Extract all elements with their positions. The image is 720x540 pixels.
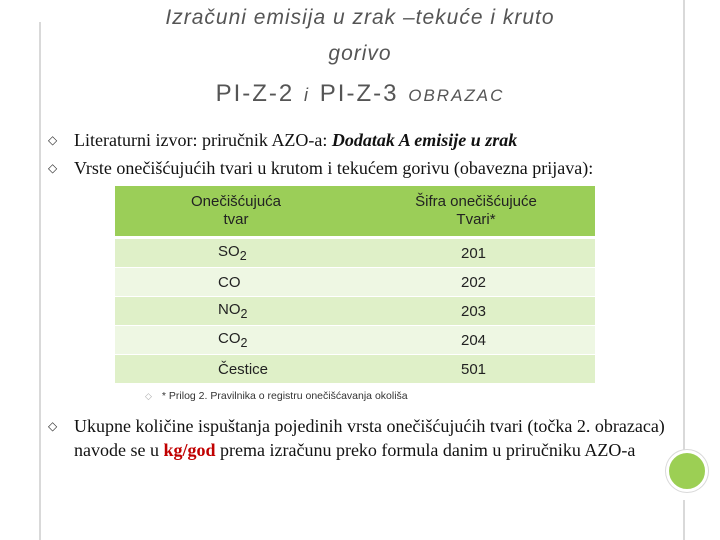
pollutant-name-cell: CO bbox=[115, 268, 357, 297]
pollutant-code-cell: 204 bbox=[357, 326, 595, 355]
hollow-diamond-bullet-icon: ◇ bbox=[48, 419, 58, 433]
table-row bbox=[115, 297, 595, 326]
pollutant-name-cell: Čestice bbox=[115, 355, 357, 384]
bullet-source-bold: Dodatak A emisije u zrak bbox=[331, 130, 518, 150]
right-decor-line bbox=[683, 0, 685, 450]
unit-highlight: kg/god bbox=[163, 440, 216, 460]
bullet-quantities-before: Ukupne količine ispuštanja pojedinih vrsta onečišćujućih tvari (točka 2. obrazaca) navode se u bbox=[74, 416, 665, 460]
bullet-quantities-after: prema izračunu preko formula danim u priručniku AZO-a bbox=[215, 440, 636, 460]
slide-title bbox=[50, 2, 670, 108]
table-row bbox=[115, 238, 595, 268]
right-decor-line-lower bbox=[683, 500, 685, 540]
hollow-diamond-bullet-icon: ◇ bbox=[145, 390, 152, 401]
pollutant-table bbox=[115, 186, 595, 384]
bullet-item-quantities bbox=[48, 414, 668, 462]
table-row bbox=[115, 268, 595, 297]
form-code-2: PI-Z-3 bbox=[319, 80, 399, 107]
footnote bbox=[145, 390, 408, 402]
footnote-text: * Prilog 2. Pravilnika o registru onečišćavanja okoliša bbox=[161, 390, 408, 402]
header-pollutant-code: Šifra onečišćujuće Tvari* bbox=[357, 186, 595, 238]
pollutant-name-cell: $NO_2$ bbox=[115, 297, 357, 326]
table-header-row bbox=[115, 186, 595, 238]
hollow-diamond-bullet-icon: ◇ bbox=[48, 133, 58, 147]
pollutant-code-cell: 501 bbox=[357, 355, 595, 384]
pollutant-code-cell: 201 bbox=[357, 238, 595, 268]
bullet-item-source bbox=[48, 128, 688, 152]
bullet-pollutants-text: Vrste onečišćujućih tvari u krutom i tekućem gorivu (obavezna prijava): bbox=[74, 158, 594, 178]
pollutant-name-cell: $SO_2$ bbox=[115, 238, 357, 268]
header-pollutant: Onečišćujuća tvar bbox=[115, 186, 357, 238]
bullet-source-prefix: Literaturni izvor: priručnik AZO-a: bbox=[74, 130, 332, 150]
table-row bbox=[115, 326, 595, 355]
title-line-1: Izračuni emisija u zrak –tekuće i kruto bbox=[165, 6, 555, 29]
title-line-2: gorivo bbox=[328, 42, 392, 65]
pollutant-code-cell: 202 bbox=[357, 268, 595, 297]
bullet-item-pollutants bbox=[48, 156, 688, 180]
title-form-word: OBRAZAC bbox=[408, 86, 505, 105]
title-line-3 bbox=[50, 76, 670, 108]
bullet-list bbox=[48, 128, 688, 184]
left-decor-line bbox=[39, 22, 41, 540]
pollutant-name-cell: $CO_2$ bbox=[115, 326, 357, 355]
green-circle-icon bbox=[666, 450, 708, 492]
hollow-diamond-bullet-icon: ◇ bbox=[48, 161, 58, 175]
form-code-1: PI-Z-2 bbox=[215, 80, 295, 107]
title-conjunction: i bbox=[304, 85, 311, 105]
table-row bbox=[115, 355, 595, 384]
pollutant-code-cell: 203 bbox=[357, 297, 595, 326]
